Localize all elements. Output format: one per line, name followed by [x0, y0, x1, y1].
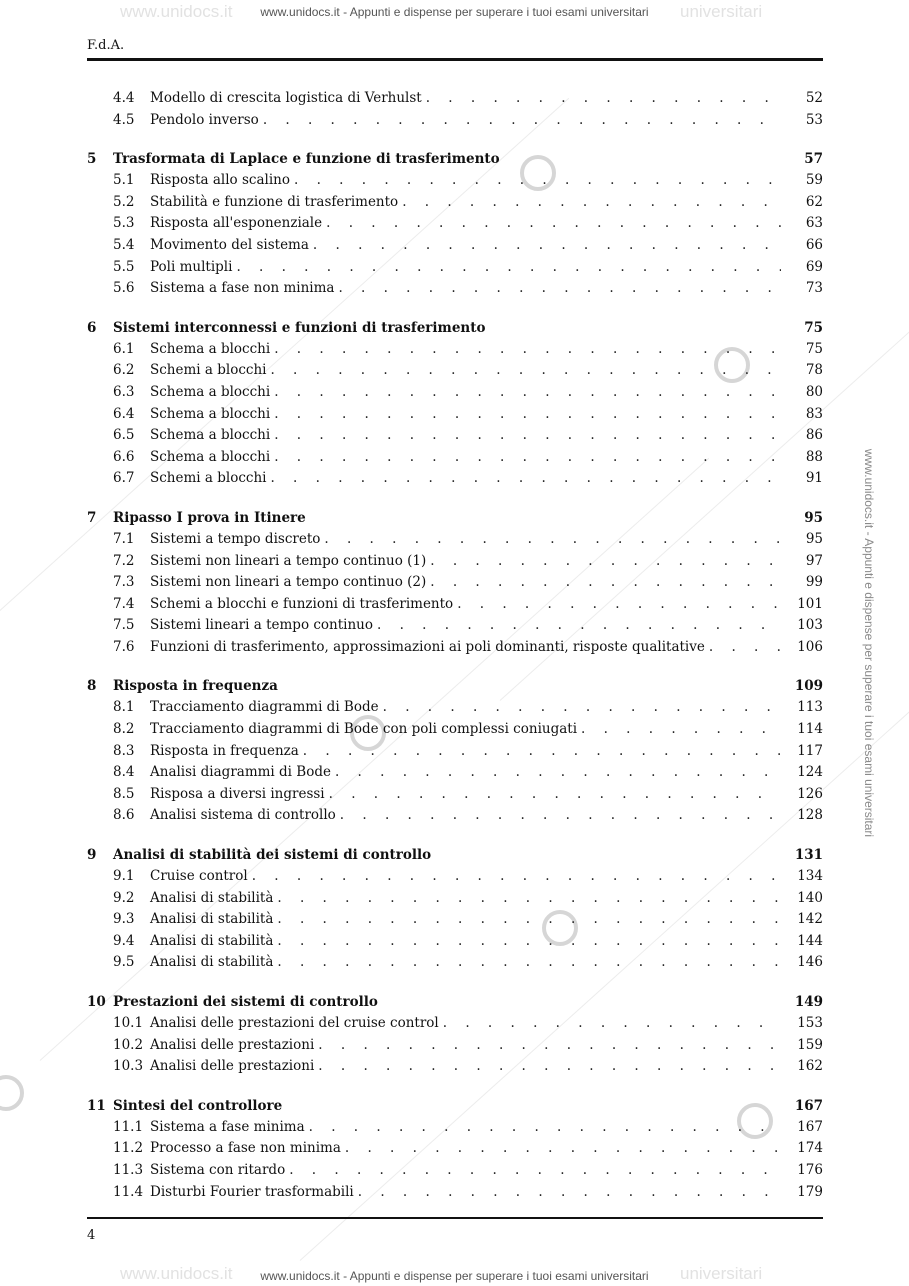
toc-number: 9.2: [113, 889, 135, 906]
toc-page-number: 159: [797, 1036, 823, 1053]
toc-page-number: 78: [805, 362, 823, 379]
watermark-side-right: www.unidocs.it - Appunti e dispense per superare i tuoi esami universitari: [862, 448, 877, 838]
toc-chapter[interactable]: [87, 508, 823, 529]
table-of-contents: [87, 88, 823, 1203]
toc-page-number: 131: [794, 847, 823, 864]
toc-page-number: 97: [805, 552, 823, 569]
toc-section[interactable]: [87, 741, 823, 763]
toc-page-number: 114: [797, 721, 823, 738]
toc-number: 6.2: [113, 362, 135, 379]
toc-title: Sistema a fase minima: [150, 1118, 305, 1135]
toc-chapter[interactable]: [87, 149, 823, 170]
toc-title: Analisi delle prestazioni: [150, 1058, 315, 1075]
toc-section[interactable]: [87, 404, 823, 426]
toc-leader-dots: [274, 447, 781, 469]
toc-section[interactable]: [87, 637, 823, 659]
toc-title: Ripasso I prova in Itinere: [113, 509, 306, 526]
toc-section[interactable]: [87, 762, 823, 784]
toc-number: 6.6: [113, 448, 135, 465]
toc-page-number: 153: [797, 1015, 823, 1031]
toc-section[interactable]: [87, 88, 823, 110]
toc-section[interactable]: [87, 447, 823, 469]
toc-section[interactable]: [87, 1138, 823, 1160]
toc-number: 9.5: [113, 954, 135, 971]
toc-page-number: 95: [804, 509, 823, 526]
toc-number: 4.5: [113, 111, 135, 128]
toc-title: Schema a blocchi: [150, 340, 271, 357]
toc-number: 7: [87, 509, 97, 526]
toc-title: Movimento del sistema: [150, 236, 309, 253]
toc-title: Trasformata di Laplace e funzione di trasferimento: [113, 151, 500, 168]
toc-leader-dots: [457, 594, 781, 616]
toc-section[interactable]: [87, 278, 823, 300]
toc-page-number: 103: [797, 617, 823, 634]
toc-leader-dots: [426, 88, 781, 110]
footer-rule: [87, 1217, 823, 1219]
toc-title: Funzioni di trasferimento, approssimazioni ai poli dominanti, risposte qualitative: [150, 638, 705, 655]
toc-page-number: 62: [805, 193, 823, 210]
toc-leader-dots: [329, 784, 781, 806]
toc-number: 6: [87, 319, 97, 336]
toc-page-number: 59: [805, 172, 823, 189]
toc-page-number: 91: [805, 470, 823, 487]
toc-section[interactable]: [87, 382, 823, 404]
toc-leader-dots: [402, 192, 781, 214]
toc-title: Sistemi non lineari a tempo continuo (2): [150, 574, 427, 591]
toc-page-number: 52: [805, 90, 823, 106]
toc-title: Risposta in frequenza: [113, 678, 278, 695]
toc-leader-dots: [345, 1138, 781, 1160]
toc-title: Stabilità e funzione di trasferimento: [150, 193, 399, 210]
toc-title: Processo a fase non minima: [150, 1140, 341, 1157]
toc-leader-dots: [338, 278, 781, 300]
toc-leader-dots: [303, 741, 781, 763]
toc-page-number: 75: [805, 340, 823, 357]
toc-page-number: 140: [797, 889, 823, 906]
toc-title: Analisi sistema di controllo: [150, 807, 336, 824]
toc-number: 7.3: [113, 574, 135, 591]
toc-title: Analisi delle prestazioni: [150, 1036, 315, 1053]
toc-section[interactable]: [87, 952, 823, 974]
toc-title: Sistema a fase non minima: [150, 280, 335, 297]
toc-section[interactable]: [87, 110, 823, 132]
toc-page-number: 99: [805, 574, 823, 591]
toc-title: Analisi diagrammi di Bode: [150, 764, 331, 781]
toc-number: 7.6: [113, 638, 135, 655]
toc-leader-dots: [430, 572, 781, 594]
toc-page-number: 109: [794, 678, 823, 695]
toc-page-number: 144: [797, 932, 823, 949]
toc-section[interactable]: [87, 213, 823, 235]
toc-title: Tracciamento diagrammi di Bode con poli complessi coniugati: [150, 721, 578, 738]
toc-page-number: 57: [804, 151, 823, 168]
toc-number: 9.4: [113, 932, 135, 949]
toc-number: 8.3: [113, 742, 135, 759]
toc-leader-dots: [326, 213, 781, 235]
toc-title: Poli multipli: [150, 258, 233, 275]
toc-leader-dots: [340, 805, 781, 827]
toc-title: Risposa a diversi ingressi: [150, 785, 325, 802]
toc-title: Analisi di stabilità dei sistemi di controllo: [113, 847, 432, 864]
toc-title: Sistemi non lineari a tempo continuo (1): [150, 552, 427, 569]
toc-number: 11.2: [113, 1140, 144, 1157]
toc-section[interactable]: [87, 339, 823, 361]
toc-number: 10.3: [113, 1058, 144, 1075]
toc-title: Risposta in frequenza: [150, 742, 299, 759]
toc-number: 6.5: [113, 427, 135, 444]
watermark-ghost-bottom-left: www.unidocs.it: [120, 1264, 233, 1283]
toc-section[interactable]: [87, 468, 823, 490]
toc-page-number: 83: [805, 405, 823, 422]
toc-page-number: 106: [797, 638, 823, 655]
toc-section[interactable]: [87, 888, 823, 910]
toc-page-number: 167: [797, 1118, 823, 1135]
toc-section[interactable]: [87, 931, 823, 953]
toc-title: Sistemi interconnessi e funzioni di trasferimento: [113, 319, 486, 336]
toc-number: 6.3: [113, 383, 135, 400]
toc-title: Pendolo inverso: [150, 111, 259, 128]
watermark-banner-bottom: www.unidocs.it - Appunti e dispense per superare i tuoi esami universitari: [260, 1269, 649, 1283]
toc-chapter[interactable]: [87, 676, 823, 697]
toc-leader-dots: [324, 529, 781, 551]
toc-chapter[interactable]: [87, 318, 823, 339]
toc-number: 9: [87, 847, 97, 864]
toc-number: 5.1: [113, 172, 135, 189]
toc-number: 8.1: [113, 699, 135, 716]
toc-number: 6.7: [113, 470, 135, 487]
toc-page-number: 128: [797, 807, 823, 824]
toc-number: 7.5: [113, 617, 135, 634]
toc-leader-dots: [263, 110, 781, 132]
toc-leader-dots: [581, 719, 781, 741]
toc-section[interactable]: [87, 1035, 823, 1057]
toc-page-number: 63: [805, 215, 823, 232]
toc-title: Schemi a blocchi: [150, 470, 267, 487]
watermark-banner-top: www.unidocs.it - Appunti e dispense per superare i tuoi esami universitari: [260, 5, 649, 19]
toc-leader-dots: [236, 257, 781, 279]
toc-title: Schema a blocchi: [150, 405, 271, 422]
toc-section[interactable]: [87, 170, 823, 192]
toc-page-number: 149: [794, 994, 823, 1010]
toc-page-number: 73: [805, 280, 823, 297]
toc-section[interactable]: [87, 529, 823, 551]
toc-chapter[interactable]: [87, 1096, 823, 1117]
toc-title: Schema a blocchi: [150, 427, 271, 444]
toc-number: 8.2: [113, 721, 135, 738]
running-header: F.d.A.: [87, 38, 125, 53]
page-number: 4: [87, 1228, 96, 1243]
toc-number: 11.4: [113, 1183, 144, 1200]
toc-number: 8.4: [113, 764, 135, 781]
toc-page-number: 176: [797, 1161, 823, 1178]
toc-page-number: 95: [805, 530, 823, 547]
toc-page-number: 146: [797, 954, 823, 971]
toc-number: 11: [87, 1097, 106, 1114]
toc-title: Tracciamento diagrammi di Bode: [150, 699, 379, 716]
toc-chapter[interactable]: [87, 845, 823, 866]
toc-number: 7.4: [113, 595, 135, 612]
toc-title: Analisi delle prestazioni del cruise control: [150, 1015, 439, 1031]
toc-page-number: 162: [797, 1058, 823, 1075]
toc-leader-dots: [274, 339, 781, 361]
toc-title: Schema a blocchi: [150, 383, 271, 400]
toc-page-number: 75: [804, 319, 823, 336]
toc-number: 7.2: [113, 552, 135, 569]
toc-number: 5.5: [113, 258, 135, 275]
toc-leader-dots: [270, 468, 781, 490]
toc-page-number: 53: [805, 111, 823, 128]
watermark-logo: [0, 1075, 24, 1111]
watermark-ghost-top-right: universitari: [680, 2, 763, 21]
toc-title: Analisi di stabilità: [150, 932, 274, 949]
toc-number: 5.4: [113, 236, 135, 253]
toc-number: 5.6: [113, 280, 135, 297]
toc-leader-dots: [383, 697, 781, 719]
toc-number: 11.3: [113, 1161, 144, 1178]
toc-number: 8.6: [113, 807, 135, 824]
header-rule: [87, 58, 823, 61]
toc-section[interactable]: [87, 594, 823, 616]
toc-title: Cruise control: [150, 868, 248, 885]
toc-number: 5: [87, 151, 97, 168]
toc-title: Schema a blocchi: [150, 448, 271, 465]
toc-section[interactable]: [87, 784, 823, 806]
toc-page-number: 174: [797, 1140, 823, 1157]
toc-title: Sistema con ritardo: [150, 1161, 286, 1178]
toc-number: 6.1: [113, 340, 135, 357]
toc-section[interactable]: [87, 572, 823, 594]
toc-page-number: 117: [797, 742, 823, 759]
toc-leader-dots: [318, 1056, 781, 1078]
toc-page-number: 88: [805, 448, 823, 465]
toc-leader-dots: [318, 1035, 781, 1057]
toc-section[interactable]: [87, 1056, 823, 1078]
toc-title: Schemi a blocchi: [150, 362, 267, 379]
toc-page-number: 113: [797, 699, 823, 716]
toc-title: Disturbi Fourier trasformabili: [150, 1183, 354, 1200]
toc-leader-dots: [358, 1182, 781, 1204]
toc-leader-dots: [277, 952, 781, 974]
toc-page-number: 86: [805, 427, 823, 444]
toc-title: Analisi di stabilità: [150, 954, 274, 971]
toc-page-number: 80: [805, 383, 823, 400]
toc-leader-dots: [277, 909, 781, 931]
toc-number: 10.1: [113, 1015, 144, 1031]
toc-leader-dots: [270, 360, 781, 382]
toc-title: Sistemi lineari a tempo continuo: [150, 617, 374, 634]
toc-title: Analisi di stabilità: [150, 911, 274, 928]
toc-section[interactable]: [87, 909, 823, 931]
toc-section[interactable]: [87, 425, 823, 447]
toc-page-number: 124: [797, 764, 823, 781]
toc-page-number: 142: [797, 911, 823, 928]
toc-number: 11.1: [113, 1118, 144, 1135]
toc-page-number: 69: [805, 258, 823, 275]
toc-page-number: 66: [805, 236, 823, 253]
toc-leader-dots: [430, 551, 781, 573]
toc-page-number: 126: [797, 785, 823, 802]
toc-section[interactable]: [87, 551, 823, 573]
toc-leader-dots: [277, 931, 781, 953]
toc-section[interactable]: [87, 257, 823, 279]
toc-section[interactable]: [87, 1182, 823, 1204]
watermark-ghost-top-left: www.unidocs.it: [120, 2, 233, 21]
toc-leader-dots: [335, 762, 781, 784]
toc-page-number: 101: [797, 595, 823, 612]
toc-leader-dots: [274, 404, 781, 426]
toc-chapter[interactable]: [87, 992, 823, 1013]
toc-section[interactable]: [87, 719, 823, 741]
toc-title: Sistemi a tempo discreto: [150, 530, 321, 547]
toc-leader-dots: [377, 615, 781, 637]
toc-title: Modello di crescita logistica di Verhulst: [150, 90, 422, 106]
toc-leader-dots: [274, 382, 781, 404]
toc-number: 6.4: [113, 405, 135, 422]
toc-title: Prestazioni dei sistemi di controllo: [113, 994, 378, 1010]
toc-page-number: 134: [797, 868, 823, 885]
toc-title: Risposta all'esponenziale: [150, 215, 323, 232]
toc-number: 8.5: [113, 785, 135, 802]
toc-leader-dots: [709, 637, 781, 659]
toc-number: 8: [87, 678, 97, 695]
toc-leader-dots: [309, 1117, 781, 1139]
toc-number: 7.1: [113, 530, 135, 547]
toc-number: 9.1: [113, 868, 135, 885]
toc-number: 4.4: [113, 90, 135, 106]
toc-leader-dots: [252, 866, 781, 888]
toc-number: 10.2: [113, 1036, 144, 1053]
toc-title: Risposta allo scalino: [150, 172, 290, 189]
toc-leader-dots: [277, 888, 781, 910]
toc-section[interactable]: [87, 697, 823, 719]
toc-section[interactable]: [87, 866, 823, 888]
toc-section[interactable]: [87, 615, 823, 637]
toc-section[interactable]: [87, 1013, 823, 1035]
toc-leader-dots: [274, 425, 781, 447]
toc-number: 5.3: [113, 215, 135, 232]
watermark-ghost-bottom-right: universitari: [680, 1264, 763, 1283]
toc-section[interactable]: [87, 805, 823, 827]
toc-number: 5.2: [113, 193, 135, 210]
toc-section[interactable]: [87, 360, 823, 382]
toc-leader-dots: [289, 1160, 781, 1182]
toc-title: Sintesi del controllore: [113, 1097, 283, 1114]
toc-section[interactable]: [87, 1160, 823, 1182]
toc-title: Schemi a blocchi e funzioni di trasferimento: [150, 595, 454, 612]
toc-section[interactable]: [87, 192, 823, 214]
toc-leader-dots: [313, 235, 781, 257]
toc-number: 9.3: [113, 911, 135, 928]
toc-title: Analisi di stabilità: [150, 889, 274, 906]
toc-section[interactable]: [87, 1117, 823, 1139]
toc-page-number: 179: [797, 1183, 823, 1200]
toc-section[interactable]: [87, 235, 823, 257]
toc-leader-dots: [294, 170, 781, 192]
toc-number: 10: [87, 994, 106, 1010]
toc-leader-dots: [443, 1013, 781, 1035]
toc-page-number: 167: [794, 1097, 823, 1114]
